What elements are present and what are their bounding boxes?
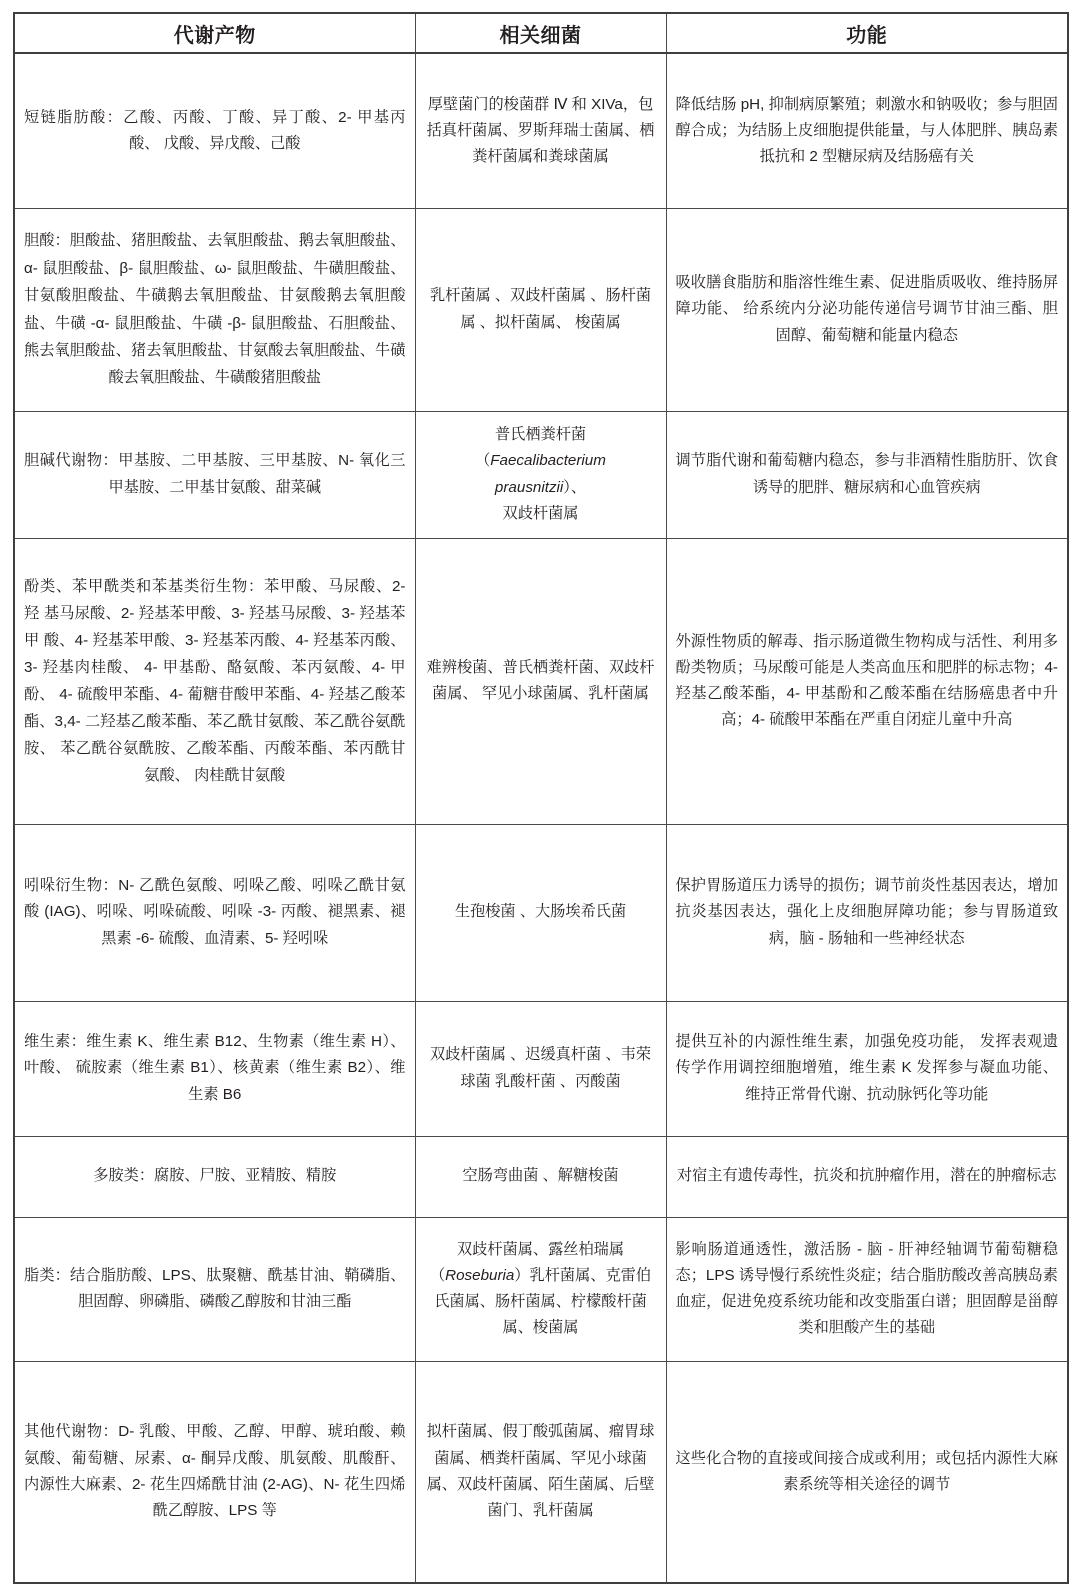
table-header: [14, 13, 1068, 53]
cell-function: 吸收膳食脂肪和脂溶性维生素、促进脂质吸收、维持肠屏障功能、 给系统内分泌功能传递信号调节甘油三酯、胆固醇、葡萄糖和能量内稳态: [666, 208, 1068, 411]
cell-metabolite: 酚类、苯甲酰类和苯基类衍生物：苯甲酸、马尿酸、2- 羟 基马尿酸、2- 羟基苯甲酸、3- 羟基马尿酸、3- 羟基苯甲 酸、4- 羟基苯甲酸、3- 羟基苯丙酸、4- 羟基苯丙酸、3- 羟基肉桂酸、 4- 甲基酚、酪氨酸、苯丙氨酸、4- 甲酚、 4- 硫酸甲苯酯、4- 葡糖苷酸甲苯酯、4- 羟基乙酸苯酯、3,4- 二羟基乙酸苯酯、苯乙酰甘氨酸、苯乙酰谷氨酰胺、 苯乙酰谷氨酰胺、乙酸苯酯、丙酸苯酯、苯丙酰甘氨酸、 肉桂酰甘氨酸: [14, 538, 415, 824]
cell-function: 保护胃肠道压力诱导的损伤；调节前炎性基因表达，增加抗炎基因表达，强化上皮细胞屏障功能；参与胃肠道致病，脑 - 肠轴和一些神经状态: [666, 824, 1068, 1001]
table-row: [14, 824, 1068, 1001]
cell-metabolite: 多胺类：腐胺、尸胺、亚精胺、精胺: [14, 1136, 415, 1217]
cell-function: 调节脂代谢和葡萄糖内稳态，参与非酒精性脂肪肝、饮食诱导的肥胖、糖尿病和心血管疾病: [666, 411, 1068, 538]
table-row: [14, 1001, 1068, 1136]
cell-bacteria: 生孢梭菌 、大肠埃希氏菌: [415, 824, 666, 1001]
cell-function: 外源性物质的解毒、指示肠道微生物构成与活性、利用多酚类物质；马尿酸可能是人类高血压和肥胖的标志物；4- 羟基乙酸苯酯，4- 甲基酚和乙酸苯酯在结肠癌患者中升高；4- 硫酸甲苯酯在严重自闭症儿童中升高: [666, 538, 1068, 824]
bacteria-second-name: 双歧杆菌属: [502, 504, 579, 522]
cell-function: 影响肠道通透性，激活肠 - 脑 - 肝神经轴调节葡萄糖稳态；LPS 诱导慢行系统性炎症；结合脂肪酸改善高胰岛素血症，促进免疫系统功能和改变脂蛋白谱；胆固醇是甾醇类和胆酸产生的基础: [666, 1217, 1068, 1361]
bacteria-latin-species: prausnitzii: [494, 478, 564, 496]
cell-metabolite: 胆酸：胆酸盐、猪胆酸盐、去氧胆酸盐、鹅去氧胆酸盐、 α- 鼠胆酸盐、β- 鼠胆酸盐、ω- 鼠胆酸盐、牛磺胆酸盐、 甘氨酸胆酸盐、牛磺鹅去氧胆酸盐、甘氨酸鹅去氧胆酸盐、牛磺 -α- 鼠胆酸盐、牛磺 -β- 鼠胆酸盐、石胆酸盐、 熊去氧胆酸盐、猪去氧胆酸盐、甘氨酸去氧胆酸盐、牛磺酸去氧胆酸盐、牛磺酸猪胆酸盐: [14, 208, 415, 411]
cell-function: 降低结肠 pH, 抑制病原繁殖；刺激水和钠吸收；参与胆固醇合成；为结肠上皮细胞提供能量，与人体肥胖、胰岛素抵抗和 2 型糖尿病及结肠癌有关: [666, 53, 1068, 208]
cell-metabolite: 其他代谢物：D- 乳酸、甲酸、乙醇、甲醇、琥珀酸、赖氨酸、葡萄糖、尿素、α- 酮异戊酸、肌氨酸、肌酸酐、内源性大麻素、2- 花生四烯酰甘油 (2-AG)、N- 花生四烯酰乙醇胺、LPS 等: [14, 1361, 415, 1583]
table-row: [14, 208, 1068, 411]
cell-function: 对宿主有遗传毒性，抗炎和抗肿瘤作用，潜在的肿瘤标志: [666, 1136, 1068, 1217]
cell-bacteria: [415, 1217, 666, 1361]
cell-bacteria: 厚壁菌门的梭菌群 Ⅳ 和 XIVa，包括真杆菌属、罗斯拜瑞士菌属、栖粪杆菌属和粪球菌属: [415, 53, 666, 208]
cell-bacteria: [415, 411, 666, 538]
table-row: [14, 411, 1068, 538]
cell-bacteria: 空肠弯曲菌 、解糖梭菌: [415, 1136, 666, 1217]
table-row: [14, 1361, 1068, 1583]
latin-close-paren: ）、: [563, 478, 587, 496]
bacteria-common-name: 普氏栖粪杆菌: [494, 426, 587, 444]
cell-metabolite: 短链脂肪酸：乙酸、丙酸、丁酸、异丁酸、2- 甲基丙酸、 戊酸、异戊酸、己酸: [14, 53, 415, 208]
header-row: [14, 13, 1068, 53]
column-header-function: 功能: [666, 13, 1068, 53]
cell-metabolite: 脂类：结合脂肪酸、LPS、肽聚糖、酰基甘油、鞘磷脂、 胆固醇、卵磷脂、磷酸乙醇胺和甘油三酯: [14, 1217, 415, 1361]
metabolite-bacteria-function-table: [13, 12, 1069, 1584]
bacteria-latin-genus: Faecalibacterium: [490, 452, 606, 470]
table-body: [14, 53, 1068, 1583]
bacteria-prefix: 双歧杆菌属、露丝柏瑞属（: [429, 1240, 625, 1284]
cell-bacteria: 拟杆菌属、假丁酸弧菌属、瘤胃球菌属、栖粪杆菌属、罕见小球菌属、双歧杆菌属、陌生菌属、后壁菌门、乳杆菌属: [415, 1361, 666, 1583]
column-header-metabolite: 代谢产物: [14, 13, 415, 53]
table-row: [14, 538, 1068, 824]
cell-metabolite: 吲哚衍生物：N- 乙酰色氨酸、吲哚乙酸、吲哚乙酰甘氨酸 (IAG)、吲哚、吲哚硫酸、吲哚 -3- 丙酸、褪黑素、褪黑素 -6- 硫酸、血清素、5- 羟吲哚: [14, 824, 415, 1001]
cell-metabolite: 维生素：维生素 K、维生素 B12、生物素（维生素 H）、叶酸、 硫胺素（维生素 B1）、核黄素（维生素 B2）、维生素 B6: [14, 1001, 415, 1136]
table-row: [14, 53, 1068, 208]
cell-function: 提供互补的内源性维生素，加强免疫功能， 发挥表观遗传学作用调控细胞增殖，维生素 K 发挥参与凝血功能、维持正常骨代谢、抗动脉钙化等功能: [666, 1001, 1068, 1136]
table-row: [14, 1217, 1068, 1361]
table-row: [14, 1136, 1068, 1217]
cell-bacteria: 乳杆菌属 、双歧杆菌属 、肠杆菌属 、拟杆菌属、 梭菌属: [415, 208, 666, 411]
bacteria-latin-genus: Roseburia: [445, 1266, 515, 1284]
latin-open-paren: （: [475, 452, 491, 470]
cell-metabolite: 胆碱代谢物：甲基胺、二甲基胺、三甲基胺、N- 氧化三甲基胺、二甲基甘氨酸、甜菜碱: [14, 411, 415, 538]
cell-bacteria: 双歧杆菌属 、迟缓真杆菌 、韦荣球菌 乳酸杆菌 、丙酸菌: [415, 1001, 666, 1136]
cell-function: 这些化合物的直接或间接合成或利用；或包括内源性大麻素系统等相关途径的调节: [666, 1361, 1068, 1583]
column-header-bacteria: 相关细菌: [415, 13, 666, 53]
cell-bacteria: 难辨梭菌、普氏栖粪杆菌、双歧杆菌属、 罕见小球菌属、乳杆菌属: [415, 538, 666, 824]
bacteria-suffix: ）乳杆菌属、克雷伯氏菌属、肠杆菌属、柠檬酸杆菌属、梭菌属: [434, 1266, 652, 1337]
